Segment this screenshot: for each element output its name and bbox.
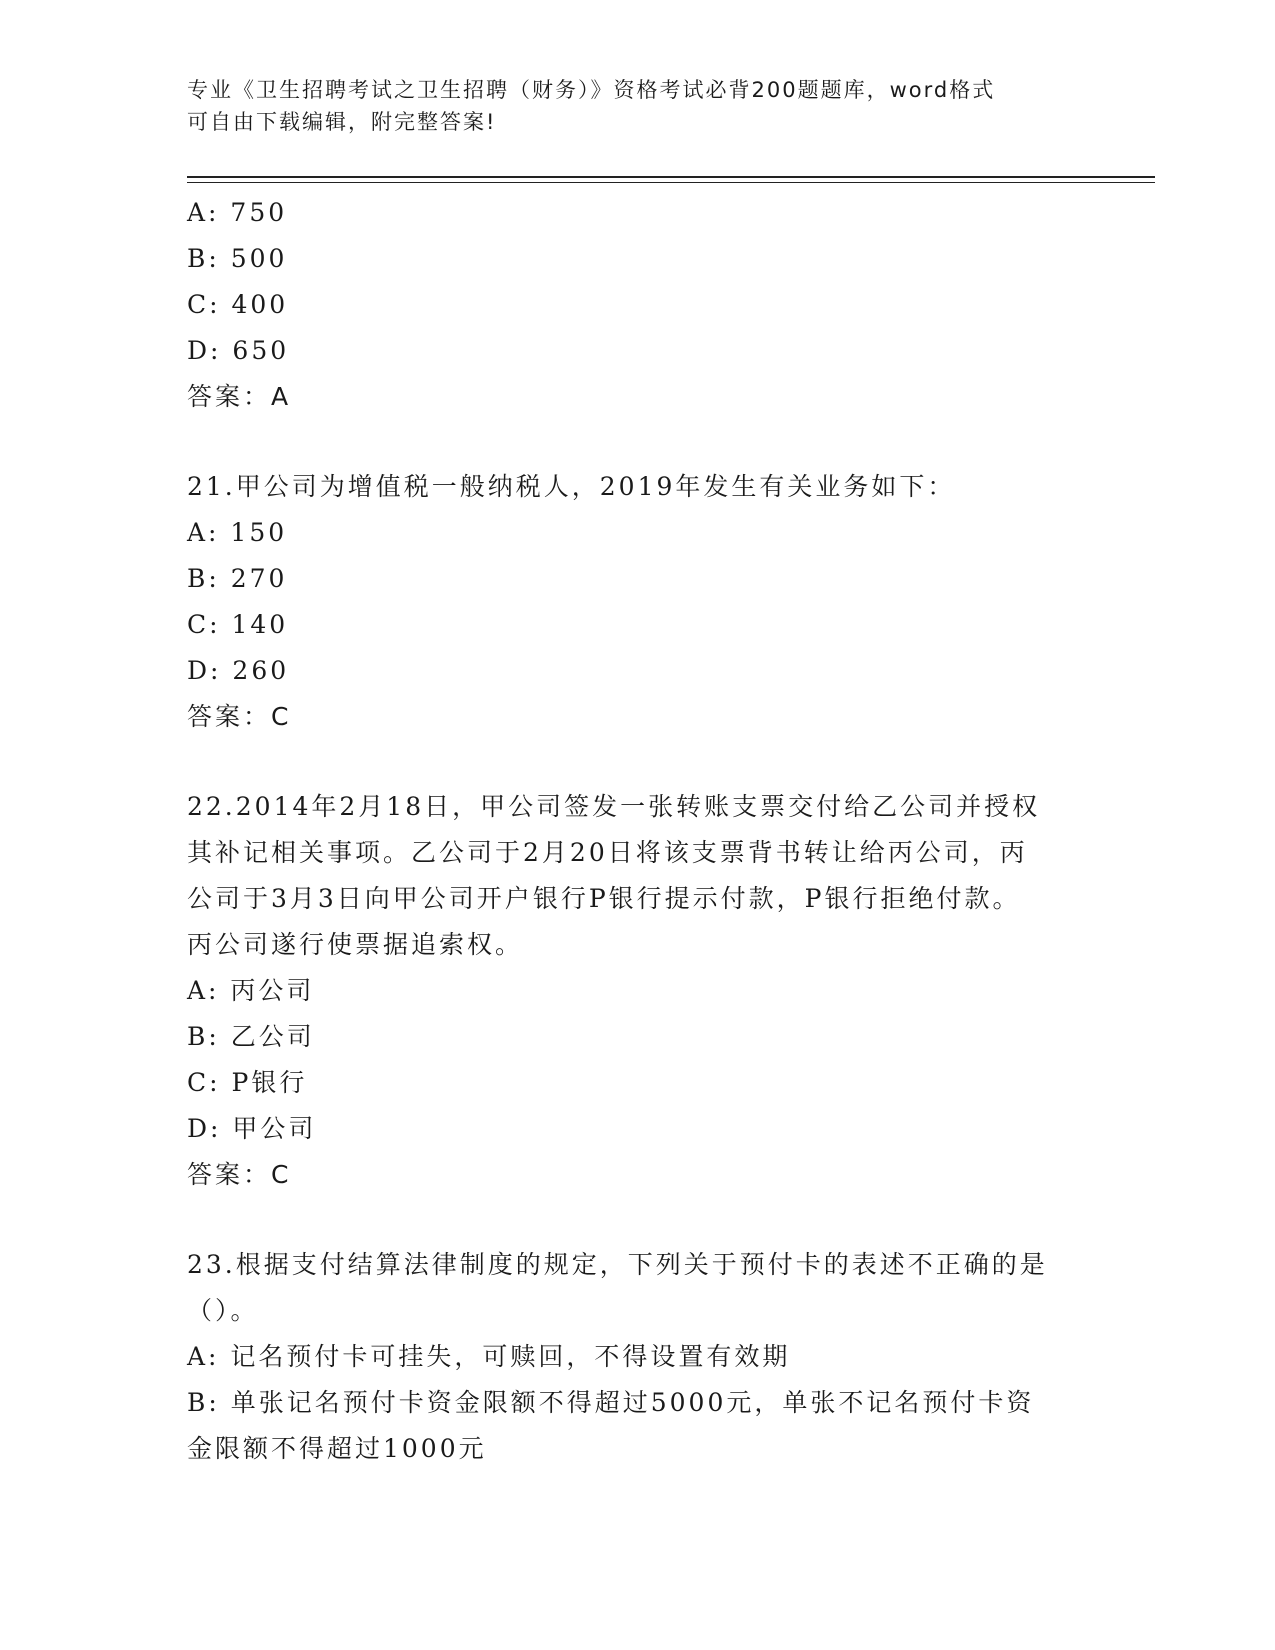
answer: 答案：A [187,382,292,411]
document-header [187,74,1067,138]
header-divider-thin [187,182,1155,183]
option-c: C: 400 [187,290,289,319]
question-stem-line-2: （）。 [187,1296,259,1325]
option-c: C: P银行 [187,1068,308,1097]
question-stem-line-1: 22.2014年2月18日，甲公司签发一张转账支票交付给乙公司并授权 [187,792,1041,821]
question-list [187,190,1087,1472]
question-block-21 [187,464,1087,740]
option-a: A: 记名预付卡可挂失，可赎回，不得设置有效期 [187,1342,791,1371]
option-b: B: 500 [187,244,288,273]
option-a: A: 丙公司 [187,976,315,1005]
question-stem-line-3: 公司于3月3日向甲公司开户银行P银行提示付款，P银行拒绝付款。 [187,884,1021,913]
option-b: B: 270 [187,564,288,593]
option-c: C: 140 [187,610,289,639]
option-d: D: 甲公司 [187,1114,317,1143]
question-block-22 [187,784,1087,1198]
option-a: A: 750 [187,198,288,227]
header-divider-thick [187,176,1155,178]
option-b: B: 乙公司 [187,1022,315,1051]
option-b: B: 单张记名预付卡资金限额不得超过5000元，单张不记名预付卡资 [187,1388,1035,1417]
option-d: D: 260 [187,656,290,685]
header-line-2: 可自由下载编辑，附完整答案! [187,110,497,134]
answer: 答案：C [187,1160,292,1189]
option-d: D: 650 [187,336,290,365]
question-stem-line-1: 23.根据支付结算法律制度的规定，下列关于预付卡的表述不正确的是 [187,1250,1048,1279]
header-line-1: 专业《卫生招聘考试之卫生招聘（财务）》资格考试必背200题题库，word格式 [187,78,996,102]
option-a: A: 150 [187,518,288,547]
question-stem-line-4: 丙公司遂行使票据追索权。 [187,930,524,959]
question-stem-line-2: 其补记相关事项。乙公司于2月20日将该支票背书转让给丙公司，丙 [187,838,1028,867]
question-block-20 [187,190,1087,420]
question-stem: 21.甲公司为增值税一般纳税人，2019年发生有关业务如下： [187,472,956,501]
answer: 答案：C [187,702,292,731]
question-block-23 [187,1242,1087,1472]
option-b-continued: 金限额不得超过1000元 [187,1434,487,1463]
